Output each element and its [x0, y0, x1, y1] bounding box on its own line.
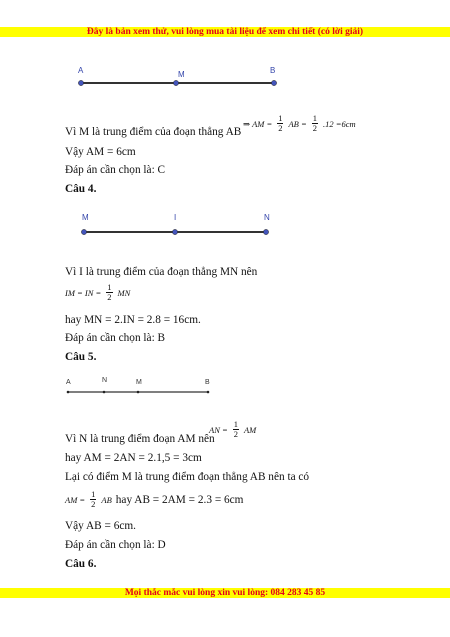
- footer-notice: Mọi thắc mắc vui lòng xin vui lòng: 084 283 45 85: [0, 588, 450, 598]
- point-m: [81, 229, 86, 234]
- point-n: [263, 229, 268, 234]
- s5-line1: Vì N là trung điểm đoạn AM nên: [65, 433, 215, 445]
- label-m: M: [178, 70, 185, 79]
- point-n: [103, 391, 106, 394]
- s3-line2: Vậy AM = 6cm: [65, 146, 136, 158]
- label-m: M: [82, 213, 89, 222]
- label-i: I: [174, 213, 177, 222]
- question-6-label: Câu 6.: [65, 558, 97, 570]
- s4-line2: hay MN = 2.IN = 2.8 = 16cm.: [65, 314, 201, 326]
- question-5-label: Câu 5.: [65, 351, 97, 363]
- s5-line4: AM = $\frac{1}{2}$ AB hay AB = 2AM = 2.3 = 6cm: [65, 489, 244, 509]
- label-n: N: [102, 377, 108, 384]
- label-b: B: [270, 66, 276, 75]
- figure-segment-anmb: [64, 374, 214, 398]
- formula-am: AM =: [65, 495, 86, 506]
- s5-line6: Đáp án cần chọn là: D: [65, 539, 166, 551]
- formula-an: AN = $\frac{1}{2}$ AM: [209, 419, 257, 439]
- point-m: [173, 80, 178, 85]
- s5-line5: Vậy AB = 6cm.: [65, 520, 137, 532]
- label-n: N: [264, 213, 270, 222]
- s5-line3: Lại có điểm M là trung điểm đoạn thẳng AB nên ta có: [65, 471, 310, 483]
- s5-line4-tail: hay AB = 2AM = 2.3 = 6cm: [115, 494, 244, 507]
- question-4-label: Câu 4.: [65, 183, 97, 195]
- formula-am: ⇒ AM = $\frac{1}{2}$ AB = $\frac{1}{2}$ .12 =6cm: [243, 113, 356, 133]
- s3-line1: Vì M là trung điểm của đoạn thẳng AB: [65, 126, 242, 138]
- point-i: [172, 229, 177, 234]
- figure-segment-min: [78, 210, 273, 238]
- point-b: [207, 391, 210, 394]
- formula-im: IM = IN = $\frac{1}{2}$ MN: [65, 282, 131, 302]
- s4-line3: Đáp án cần chọn là: B: [65, 332, 166, 344]
- s5-line2: hay AM = 2AN = 2.1,5 = 3cm: [65, 452, 202, 464]
- label-b: B: [205, 379, 210, 386]
- header-notice: Đây là bản xem thử, vui lòng mua tài liệu để xem chi tiết (có lời giải): [0, 27, 450, 37]
- point-a: [78, 80, 83, 85]
- s4-line1: Vì I là trung điểm của đoạn thẳng MN nên: [65, 266, 258, 278]
- label-a: A: [66, 379, 71, 386]
- label-m: M: [136, 379, 142, 386]
- point-b: [271, 80, 276, 85]
- label-a: A: [78, 66, 84, 75]
- s3-line3: Đáp án cần chọn là: C: [65, 164, 166, 176]
- point-a: [67, 391, 70, 394]
- figure-segment-amb: [75, 64, 285, 90]
- point-m: [137, 391, 140, 394]
